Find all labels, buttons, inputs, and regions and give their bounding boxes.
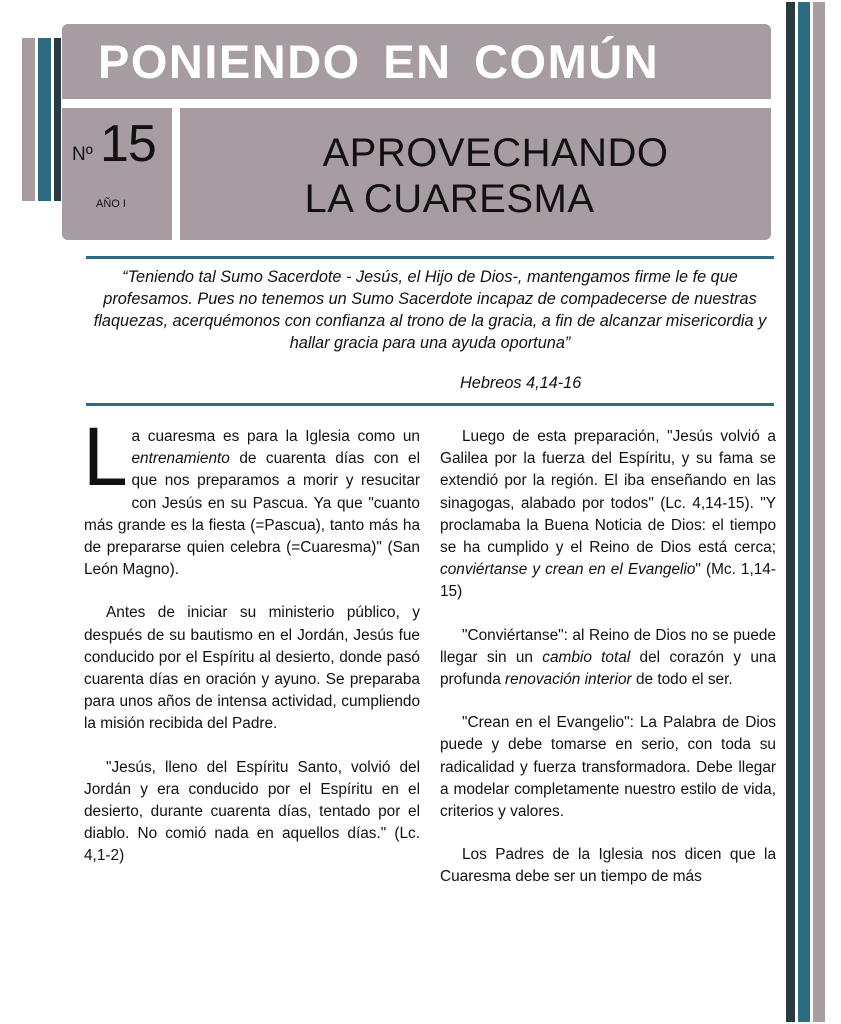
text: del corazón y una profunda [440,648,777,689]
left-stripe-dark [54,38,61,201]
paragraph: "Crean en el Evangelio": La Palabra de Dios puede y debe tomarse en serio, con toda su radicalidad y fuerza transformadora. Debe llegar a modelar completamente nuestro estilo de vida, criterios y valores. [440,714,776,821]
issue-number-label: Nº [72,144,93,165]
text: de cuarenta días con el que nos preparamos a morir y resucitar con Jesús en su Pascua. Ya que "cuanto más grande es la fiesta (=Pascua), tanto más ha de prepararse quien celebra (=Cuaresma)" (San León Magno). [84,450,420,579]
right-stripe-blue [798,2,810,1022]
left-stripe-blue [38,38,51,201]
issue-year: AÑO I [96,198,126,210]
paragraph [82,414,420,581]
paragraph: Los Padres de la Iglesia nos dicen que la Cuaresma debe ser un tiempo de más [440,846,776,886]
text: "Conviértanse": al Reino de Dios no se puede llegar sin un [440,626,776,666]
right-column [440,426,776,910]
emphasis: renovación interior [505,671,632,689]
emphasis: conviértanse y crean en el Evangelio [440,561,696,579]
top-rule [86,256,774,259]
left-column [82,414,420,889]
drop-cap: L [82,414,126,504]
text: de todo el ser. [631,671,733,689]
text: a cuaresma es para la Iglesia como un [131,428,420,445]
epigraph-quote: “Teniendo tal Sumo Sacerdote - Jesús, el Hijo de Dios-, mantengamos firme le fe que profesamos. Pues no tenemos un Sumo Sacerdote incapaz de compadecerse de nuestras flaquezas, acerquémonos con confianza al trono de la gracia, a fin de alcanzar misericordia y hallar gracia para una ayuda oportuna” [93,268,767,352]
right-stripe-dark [786,2,795,1022]
right-stripe-gray [813,2,825,1022]
epigraph-reference: Hebreos 4,14-16 [460,374,582,392]
issue-number: 15 [100,115,156,173]
issue-title-line-1: APROVECHANDO [322,131,669,175]
text: " (Mc. 1,14-15) [440,561,776,601]
emphasis: entrenamiento [131,450,230,468]
masthead-title: PONIENDO EN COMÚN [98,35,660,88]
paragraph [440,426,776,604]
paragraph [440,625,776,692]
paragraph: "Jesús, lleno del Espíritu Santo, volvió del Jordán y era conducido por el Espíritu en el desierto, durante cuarenta días, tentado por el diablo. No comió nada en aquellos días." (Lc. 4,1-2) [84,758,420,865]
issue-title [180,112,771,240]
paragraph: Antes de iniciar su ministerio público, y después de su bautismo en el Jordán, Jesús fue conducido por el Espíritu al desierto, donde pasó cuarenta días en oración y ayuno. Se preparaba para unos años de intensa actividad, cumpliendo la misión recibida del Padre. [84,604,420,733]
bottom-rule [86,403,774,406]
left-stripe-gray [22,38,35,201]
issue-title-line-2: LA CUARESMA [304,177,595,221]
text: Luego de esta preparación, "Jesús volvió a Galilea por la fuerza del Espíritu, y su fama se extendió por la región. El iba enseñando en las sinagogas, alabado por todos" (Lc. 4,14-15). "Y proclamaba la Buena Noticia de Dios: el tiempo se ha cumplido y el Reino de Dios está cerca; [440,428,776,557]
emphasis: cambio total [542,648,631,666]
